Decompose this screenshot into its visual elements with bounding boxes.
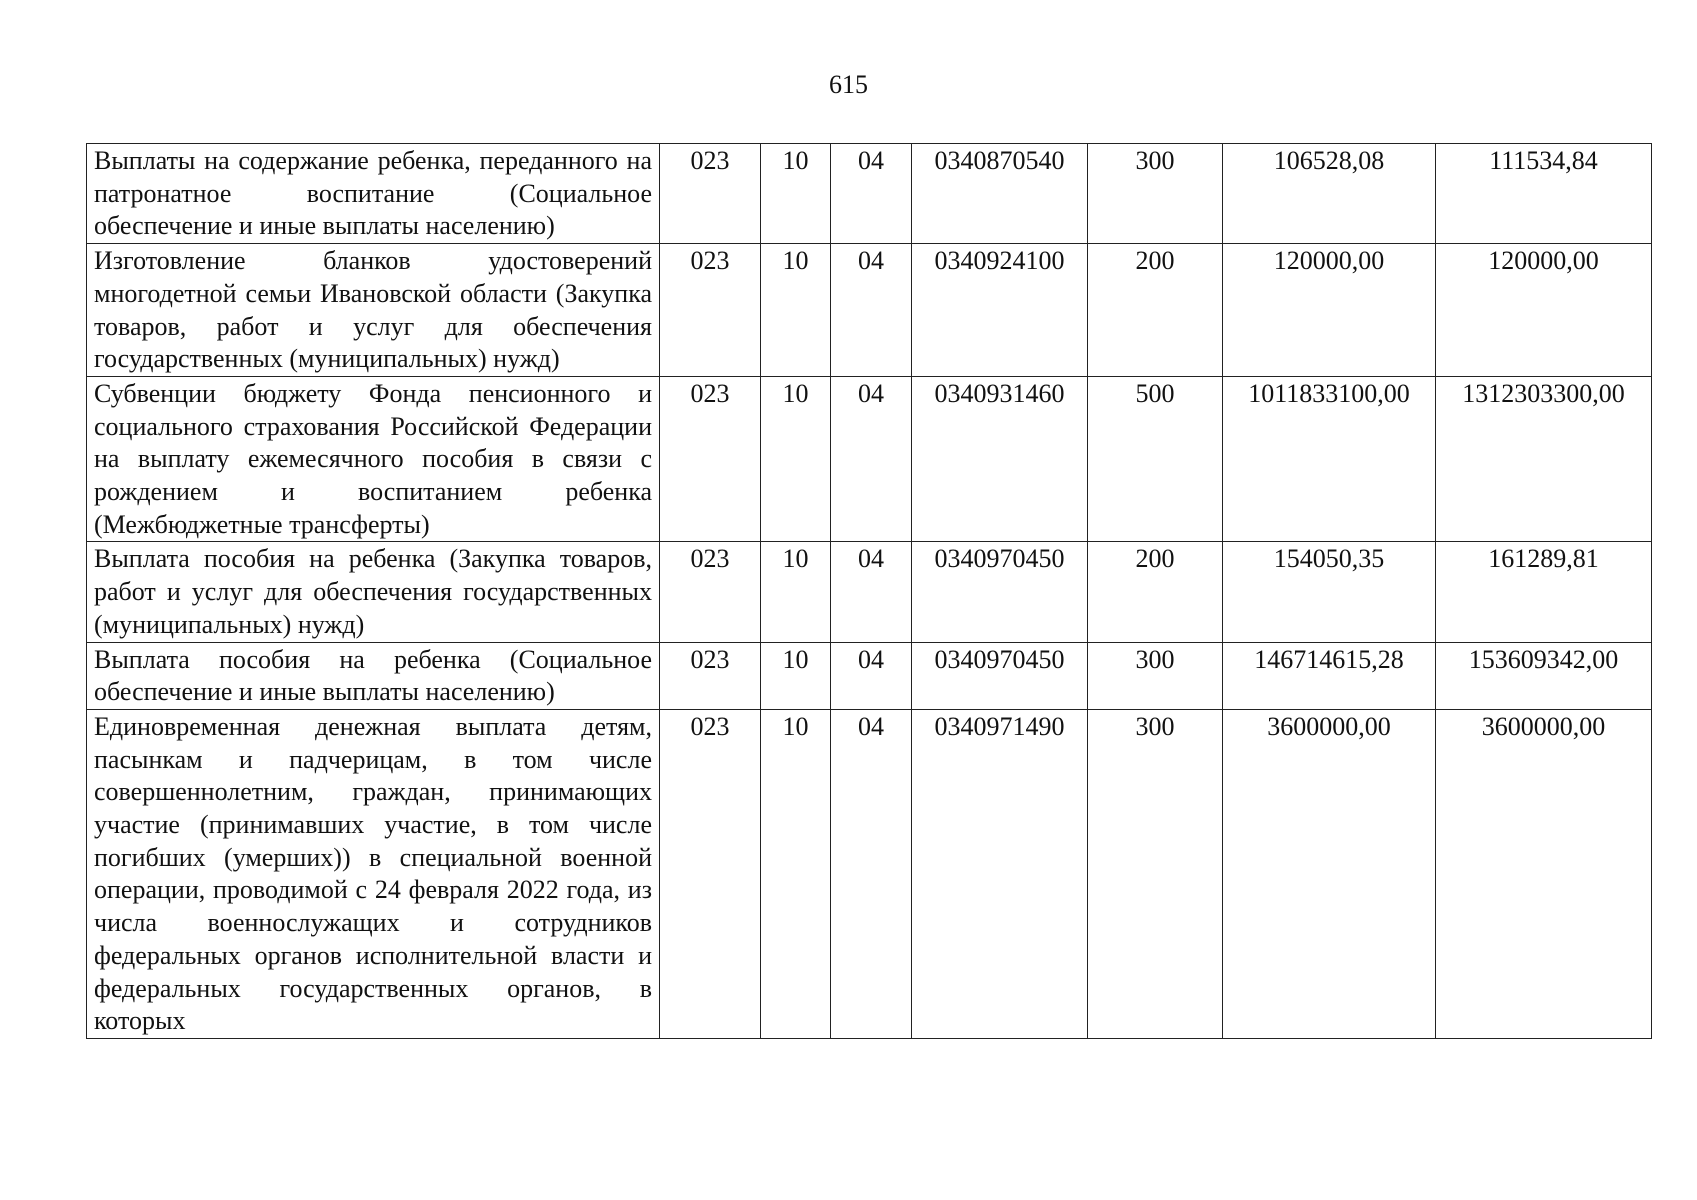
amount-year-1: 1011833100,00 (1223, 376, 1436, 542)
subsection-code: 04 (831, 244, 912, 377)
amount-year-1: 154050,35 (1223, 542, 1436, 642)
row-description: Субвенции бюджету Фонда пенсионного и социального страхования Российской Федерации на выплату ежемесячного пособия в связи с рождением и воспитанием ребенка (Межбюджетные трансферты) (87, 376, 660, 542)
section-code: 10 (761, 144, 831, 244)
amount-year-1: 120000,00 (1223, 244, 1436, 377)
row-description: Изготовление бланков удостоверений многодетной семьи Ивановской области (Закупка товаров, работ и услуг для обеспечения государственных (муниципальных) нужд) (87, 244, 660, 377)
amount-year-1: 146714615,28 (1223, 642, 1436, 709)
amount-year-1: 3600000,00 (1223, 709, 1436, 1038)
table-row (87, 144, 1652, 244)
row-description: Выплаты на содержание ребенка, переданного на патронатное воспитание (Социальное обеспечение и иные выплаты населению) (87, 144, 660, 244)
amount-year-2: 1312303300,00 (1436, 376, 1652, 542)
target-article-code: 0340870540 (912, 144, 1088, 244)
subsection-code: 04 (831, 376, 912, 542)
section-code: 10 (761, 709, 831, 1038)
row-description: Единовременная денежная выплата детям, пасынкам и падчерицам, в том числе совершеннолетним, граждан, принимающих участие (принимавших участие, в том числе погибших (умерших)) в специальной военной операции, проводимой с 24 февраля 2022 года, из числа военнослужащих и сотрудников федеральных органов исполнительной власти и федеральных государственных органов, в которых (87, 709, 660, 1038)
amount-year-2: 161289,81 (1436, 542, 1652, 642)
subsection-code: 04 (831, 542, 912, 642)
amount-year-2: 3600000,00 (1436, 709, 1652, 1038)
target-article-code: 0340971490 (912, 709, 1088, 1038)
table-row (87, 542, 1652, 642)
expense-type-code: 300 (1088, 709, 1223, 1038)
target-article-code: 0340924100 (912, 244, 1088, 377)
section-code: 10 (761, 244, 831, 377)
section-code: 10 (761, 542, 831, 642)
section-code: 10 (761, 642, 831, 709)
amount-year-2: 111534,84 (1436, 144, 1652, 244)
ministry-code: 023 (660, 642, 761, 709)
subsection-code: 04 (831, 144, 912, 244)
ministry-code: 023 (660, 376, 761, 542)
amount-year-1: 106528,08 (1223, 144, 1436, 244)
ministry-code: 023 (660, 244, 761, 377)
target-article-code: 0340970450 (912, 642, 1088, 709)
subsection-code: 04 (831, 709, 912, 1038)
table-row (87, 642, 1652, 709)
row-description: Выплата пособия на ребенка (Закупка товаров, работ и услуг для обеспечения государственных (муниципальных) нужд) (87, 542, 660, 642)
budget-table (86, 143, 1652, 1039)
amount-year-2: 120000,00 (1436, 244, 1652, 377)
expense-type-code: 300 (1088, 144, 1223, 244)
target-article-code: 0340931460 (912, 376, 1088, 542)
page-number: 615 (829, 70, 868, 99)
expense-type-code: 500 (1088, 376, 1223, 542)
expense-type-code: 300 (1088, 642, 1223, 709)
expense-type-code: 200 (1088, 542, 1223, 642)
target-article-code: 0340970450 (912, 542, 1088, 642)
ministry-code: 023 (660, 709, 761, 1038)
table-row (87, 244, 1652, 377)
table-row (87, 376, 1652, 542)
row-description: Выплата пособия на ребенка (Социальное обеспечение и иные выплаты населению) (87, 642, 660, 709)
section-code: 10 (761, 376, 831, 542)
ministry-code: 023 (660, 542, 761, 642)
amount-year-2: 153609342,00 (1436, 642, 1652, 709)
expense-type-code: 200 (1088, 244, 1223, 377)
subsection-code: 04 (831, 642, 912, 709)
table-row (87, 709, 1652, 1038)
ministry-code: 023 (660, 144, 761, 244)
